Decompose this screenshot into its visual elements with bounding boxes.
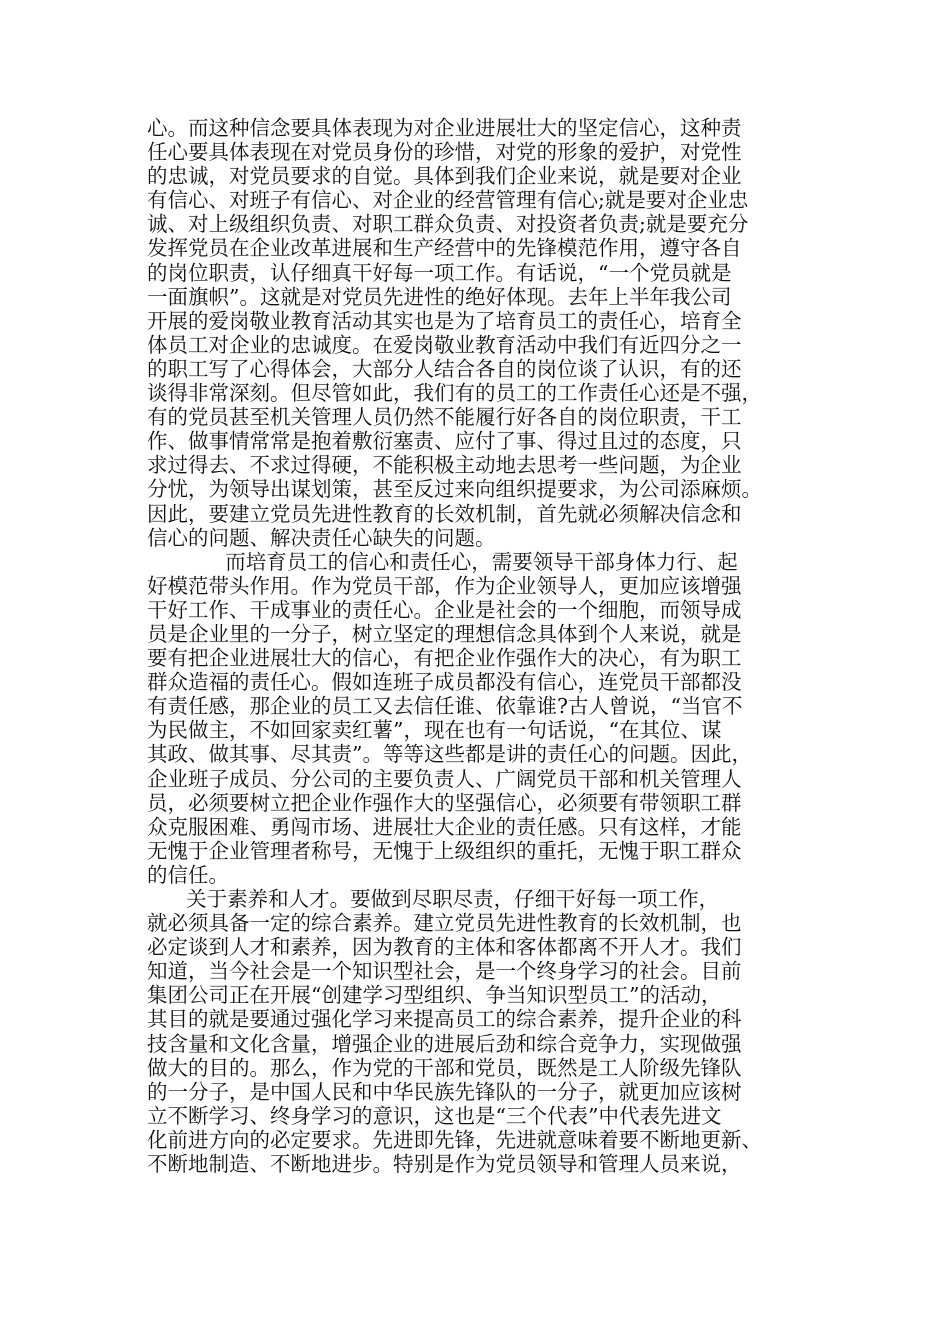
text-line: 作、做事情常常是抱着敷衍塞责、应付了事、得过且过的态度，只 — [147, 429, 742, 454]
text-line: 发挥党员在企业改革进展和生产经营中的先锋模范作用，遵守各自 — [147, 236, 742, 261]
text-line: 立不断学习、终身学习的意识，这也是“三个代表”中代表先进文 — [147, 1103, 722, 1128]
text-line: 关于素养和人才。要做到尽职尽责，仔细干好每一项工作， — [147, 887, 720, 911]
text-line: 的岗位职责，认仔细真干好每一项工作。有话说，“一个党员就是 — [147, 260, 732, 285]
text-line: 有信心、对班子有信心、对企业的经营管理有信心;就是要对企业忠 — [147, 188, 749, 213]
text-line: 其目的就是要通过强化学习来提高员工的综合素养，提升企业的科 — [147, 1007, 742, 1032]
text-line: 有责任感，那企业的员工又去信任谁、依靠谁?古人曾说，“当官不 — [147, 694, 743, 719]
text-line: 体员工对企业的忠诚度。在爱岗敬业教育活动中我们有近四分之一 — [147, 332, 742, 357]
text-line: 不断地制造、不断地进步。特别是作为党员领导和管理人员来说， — [147, 1152, 742, 1177]
text-line: 因此，要建立党员先进性教育的长效机制，首先就必须解决信念和 — [147, 501, 742, 526]
text-line: 的一分子，是中国人民和中华民族先锋队的一分子，就更加应该树 — [147, 1079, 742, 1104]
text-line: 为民做主，不如回家卖红薯”，现在也有一句话说，“在其位、谋 — [147, 718, 722, 743]
text-line: 的忠诚，对党员要求的自觉。具体到我们企业来说，就是要对企业 — [147, 164, 742, 189]
text-line: 开展的爱岗敬业教育活动其实也是为了培育员工的责任心，培育全 — [147, 308, 742, 333]
text-line: 任心要具体表现在对党员身份的珍惜，对党的形象的爱护，对党性 — [147, 140, 742, 165]
text-line: 有的党员甚至机关管理人员仍然不能履行好各自的岗位职责，干工 — [147, 405, 742, 430]
document-body — [147, 116, 827, 1176]
text-line: 员，必须要树立把企业作强作大的坚强信心，必须要有带领职工群 — [147, 790, 742, 815]
text-line: 集团公司正在开展“创建学习型组织、争当知识型员工”的活动， — [147, 983, 722, 1008]
text-line: 谈得非常深刻。但尽管如此，我们有的员工的工作责任心还是不强， — [147, 381, 762, 406]
text-line: 一面旗帜”。这就是对党员先进性的绝好体现。去年上半年我公司 — [147, 284, 732, 309]
text-line: 做大的目的。那么，作为党的干部和党员，既然是工人阶级先锋队 — [147, 1055, 742, 1080]
text-line: 好模范带头作用。作为党员干部，作为企业领导人，更加应该增强 — [147, 573, 742, 598]
text-line: 化前进方向的必定要求。先进即先锋，先进就意味着要不断地更新、 — [147, 1127, 762, 1152]
text-line: 信心的问题、解决责任心缺失的问题。 — [147, 525, 496, 550]
text-line: 诚、对上级组织负责、对职工群众负责、对投资者负责;就是要充分 — [147, 212, 749, 237]
text-line: 心。而这种信念要具体表现为对企业进展壮大的坚定信心，这种责 — [147, 116, 742, 140]
text-line: 群众造福的责任心。假如连班子成员都没有信心，连党员干部都没 — [147, 670, 742, 695]
text-line: 的职工写了心得体会，大部分人结合各自的岗位谈了认识，有的还 — [147, 356, 742, 381]
text-line: 而培育员工的信心和责任心，需要领导干部身体力行、起 — [147, 549, 738, 574]
text-line: 技含量和文化含量，增强企业的进展后劲和综合竞争力，实现做强 — [147, 1031, 742, 1056]
text-line: 干好工作、干成事业的责任心。企业是社会的一个细胞，而领导成 — [147, 597, 742, 622]
text-line: 求过得去、不求过得硬，不能积极主动地去思考一些问题，为企业 — [147, 453, 742, 478]
text-line: 必定谈到人才和素养，因为教育的主体和客体都离不开人才。我们 — [147, 935, 742, 960]
text-line: 企业班子成员、分公司的主要负责人、广阔党员干部和机关管理人 — [147, 766, 742, 791]
text-line: 要有把企业进展壮大的信心，有把企业作强作大的决心，有为职工 — [147, 646, 742, 671]
text-line: 就必须具备一定的综合素养。建立党员先进性教育的长效机制，也 — [147, 911, 742, 936]
text-line: 的信任。 — [147, 862, 229, 887]
text-line: 知道，当今社会是一个知识型社会，是一个终身学习的社会。目前 — [147, 959, 742, 984]
text-line: 员是企业里的一分子，树立坚定的理想信念具体到个人来说，就是 — [147, 621, 742, 646]
text-line: 其政、做其事、尽其责”。等等这些都是讲的责任心的问题。因此， — [147, 742, 752, 767]
text-line: 众克服困难、勇闯市场、进展壮大企业的责任感。只有这样，才能 — [147, 814, 742, 839]
text-line: 无愧于企业管理者称号，无愧于上级组织的重托，无愧于职工群众 — [147, 838, 742, 863]
text-line: 分忧，为领导出谋划策，甚至反过来向组织提要求，为公司添麻烦。 — [147, 477, 762, 502]
